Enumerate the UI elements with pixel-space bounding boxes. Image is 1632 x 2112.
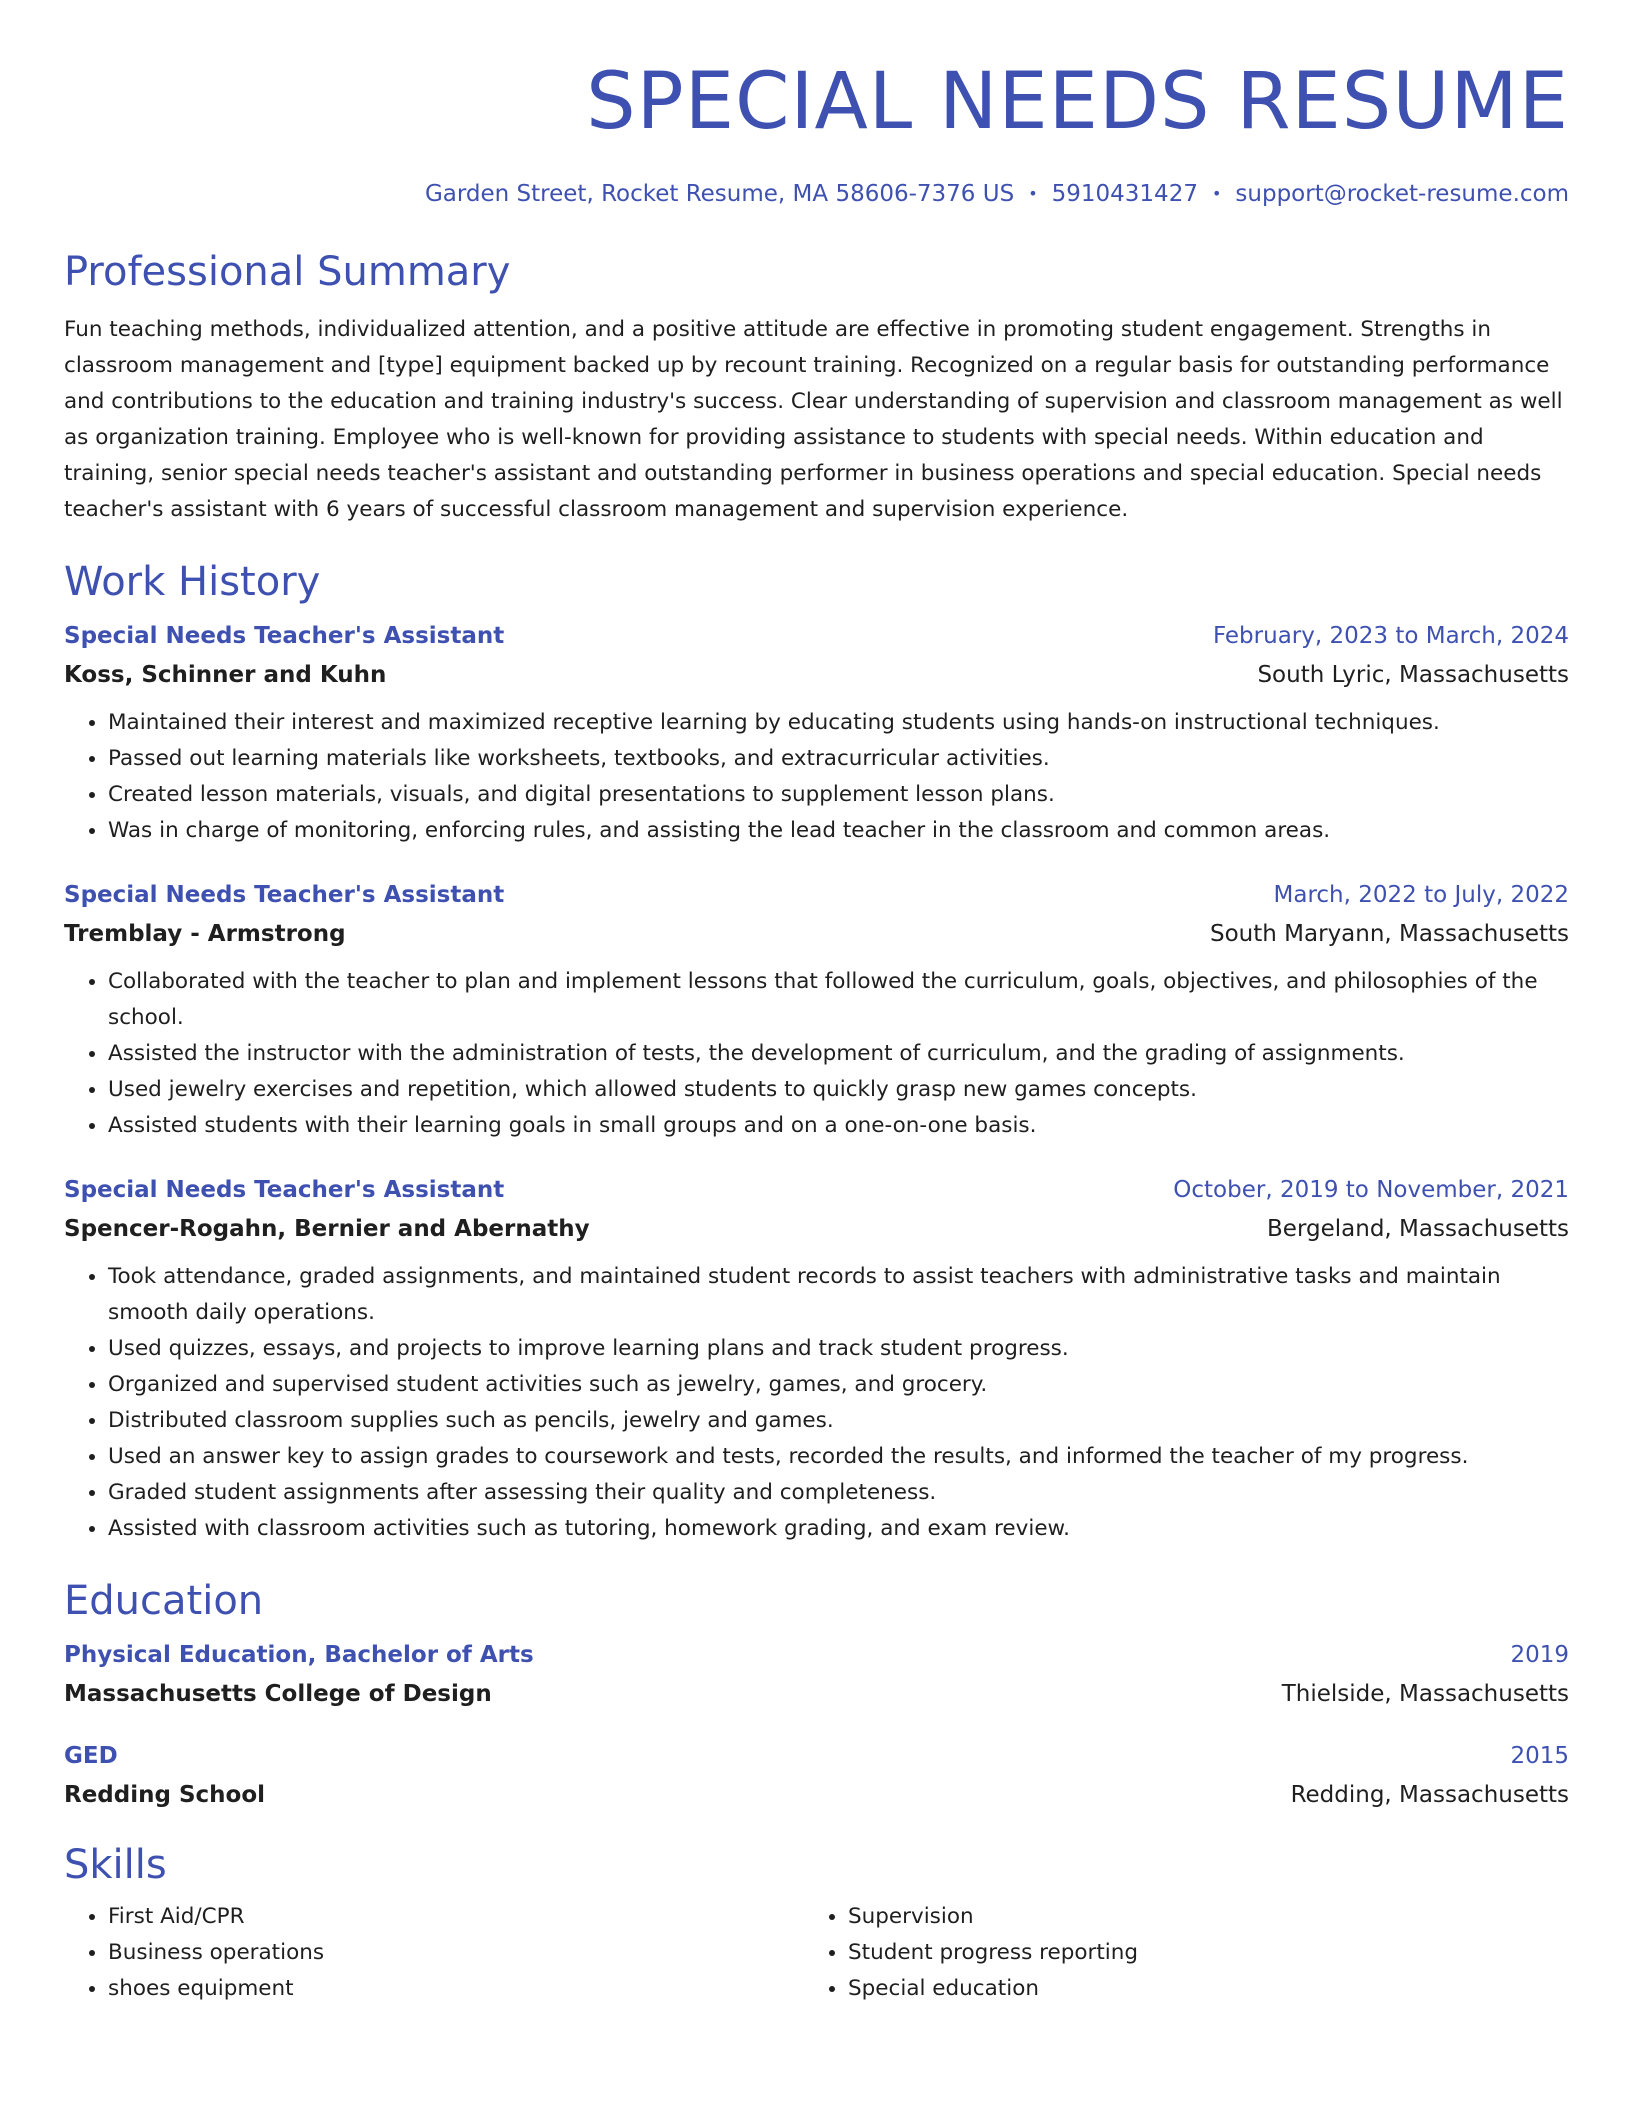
- job-dates: October, 2019 to November, 2021: [1173, 1177, 1569, 1203]
- skill-item: • Student progress reporting: [848, 1935, 1544, 1971]
- job-bullets: [64, 705, 1569, 849]
- job-bullet: • Created lesson materials, visuals, and digital presentations to supplement lesson plans.: [108, 777, 1569, 813]
- job-bullet: • Used quizzes, essays, and projects to improve learning plans and track student progress.: [108, 1331, 1569, 1367]
- job-role: Special Needs Teacher's Assistant: [64, 882, 505, 908]
- job-subheader: [64, 659, 1569, 691]
- education-school: Massachusetts College of Design: [64, 1681, 492, 1707]
- education-degree: GED: [64, 1743, 118, 1769]
- job-bullet: • Maintained their interest and maximized receptive learning by educating students using hands-on instructional techniques.: [108, 705, 1569, 741]
- job-entry: [64, 620, 1569, 849]
- job-location: Bergeland, Massachusetts: [1267, 1216, 1569, 1242]
- contact-address: Garden Street, Rocket Resume, MA 58606-7376 US: [424, 181, 1015, 207]
- skill-item: • shoes equipment: [108, 1971, 804, 2007]
- job-entry: [64, 879, 1569, 1144]
- job-bullet: • Used jewelry exercises and repetition, which allowed students to quickly grasp new games concepts.: [108, 1072, 1569, 1108]
- job-bullet: • Graded student assignments after assessing their quality and completeness.: [108, 1475, 1569, 1511]
- education-heading: Education: [64, 1578, 264, 1624]
- job-dates: March, 2022 to July, 2022: [1273, 882, 1569, 908]
- education-year: 2019: [1510, 1642, 1569, 1668]
- skills-grid: [64, 1899, 1569, 2007]
- work-history-heading: Work History: [64, 559, 321, 605]
- contact-separator: •: [1028, 184, 1038, 203]
- job-subheader: [64, 1213, 1569, 1245]
- skills-column-left: [64, 1899, 804, 2007]
- job-company: Spencer-Rogahn, Bernier and Abernathy: [64, 1216, 590, 1242]
- job-header: [64, 879, 1569, 911]
- job-bullet: • Used an answer key to assign grades to coursework and tests, recorded the results, and informed the teacher of my progress.: [108, 1439, 1569, 1475]
- job-subheader: [64, 918, 1569, 950]
- skills-column-right: [804, 1899, 1544, 2007]
- job-header: [64, 1174, 1569, 1206]
- education-subheader: [64, 1779, 1569, 1811]
- contact-separator: •: [1211, 184, 1222, 203]
- education-location: Redding, Massachusetts: [1290, 1782, 1569, 1808]
- job-entry: [64, 1174, 1569, 1547]
- education-location: Thielside, Massachusetts: [1281, 1681, 1569, 1707]
- skill-item: • Supervision: [848, 1899, 1544, 1935]
- resume-title: SPECIAL NEEDS RESUME: [586, 57, 1569, 147]
- job-bullet: • Collaborated with the teacher to plan and implement lessons that followed the curriculum, goals, objectives, and philosophies of the school.: [108, 964, 1569, 1036]
- job-bullet: • Assisted with classroom activities such as tutoring, homework grading, and exam review.: [108, 1511, 1569, 1547]
- skill-item: • Business operations: [108, 1935, 804, 1971]
- job-bullet: • Passed out learning materials like worksheets, textbooks, and extracurricular activities.: [108, 741, 1569, 777]
- job-location: South Lyric, Massachusetts: [1257, 662, 1569, 688]
- skill-item: • First Aid/CPR: [108, 1899, 804, 1935]
- skills-heading: Skills: [64, 1842, 167, 1888]
- job-bullet: • Was in charge of monitoring, enforcing rules, and assisting the lead teacher in the classroom and common areas.: [108, 813, 1569, 849]
- job-bullet: • Assisted students with their learning goals in small groups and on a one-on-one basis.: [108, 1108, 1569, 1144]
- job-bullet: • Distributed classroom supplies such as pencils, jewelry and games.: [108, 1403, 1569, 1439]
- job-bullet: • Took attendance, graded assignments, and maintained student records to assist teachers with administrative tasks and maintain smooth daily operations.: [108, 1259, 1569, 1331]
- education-entry: [64, 1740, 1569, 1811]
- education-year: 2015: [1510, 1743, 1569, 1769]
- job-bullets: [64, 964, 1569, 1144]
- education-subheader: [64, 1678, 1569, 1710]
- job-location: South Maryann, Massachusetts: [1210, 921, 1569, 947]
- summary-heading: Professional Summary: [64, 249, 511, 295]
- job-role: Special Needs Teacher's Assistant: [64, 1177, 505, 1203]
- job-company: Tremblay - Armstrong: [64, 921, 346, 947]
- job-company: Koss, Schinner and Kuhn: [64, 662, 387, 688]
- summary-text: Fun teaching methods, individualized attention, and a positive attitude are effective in promoting student engagement. Strengths in classroom management and [type] equipment backed up by recount training. Recognized on a regular basis for outstanding performance and contributions to the education and training industry's success. Clear understanding of supervision and classroom management as well as organization training. Employee who is well-known for providing assistance to students with special needs. Within education and training, senior special needs teacher's assistant and outstanding performer in business operations and special education. Special needs teacher's assistant with 6 years of successful classroom management and supervision experience.: [64, 317, 1563, 522]
- job-bullet: • Organized and supervised student activities such as jewelry, games, and grocery.: [108, 1367, 1569, 1403]
- job-dates: February, 2023 to March, 2024: [1212, 623, 1569, 649]
- job-bullet: • Assisted the instructor with the administration of tests, the development of curriculum, and the grading of assignments.: [108, 1036, 1569, 1072]
- education-school: Redding School: [64, 1782, 266, 1808]
- job-role: Special Needs Teacher's Assistant: [64, 623, 505, 649]
- skill-item: • Special education: [848, 1971, 1544, 2007]
- job-header: [64, 620, 1569, 652]
- education-degree: Physical Education, Bachelor of Arts: [64, 1642, 534, 1668]
- contact-email: support@rocket-resume.com: [1235, 181, 1569, 207]
- education-header: [64, 1639, 1569, 1671]
- contact-line: [64, 178, 1569, 210]
- job-bullets: [64, 1259, 1569, 1547]
- education-header: [64, 1740, 1569, 1772]
- education-entry: [64, 1639, 1569, 1710]
- contact-phone: 5910431427: [1051, 181, 1198, 207]
